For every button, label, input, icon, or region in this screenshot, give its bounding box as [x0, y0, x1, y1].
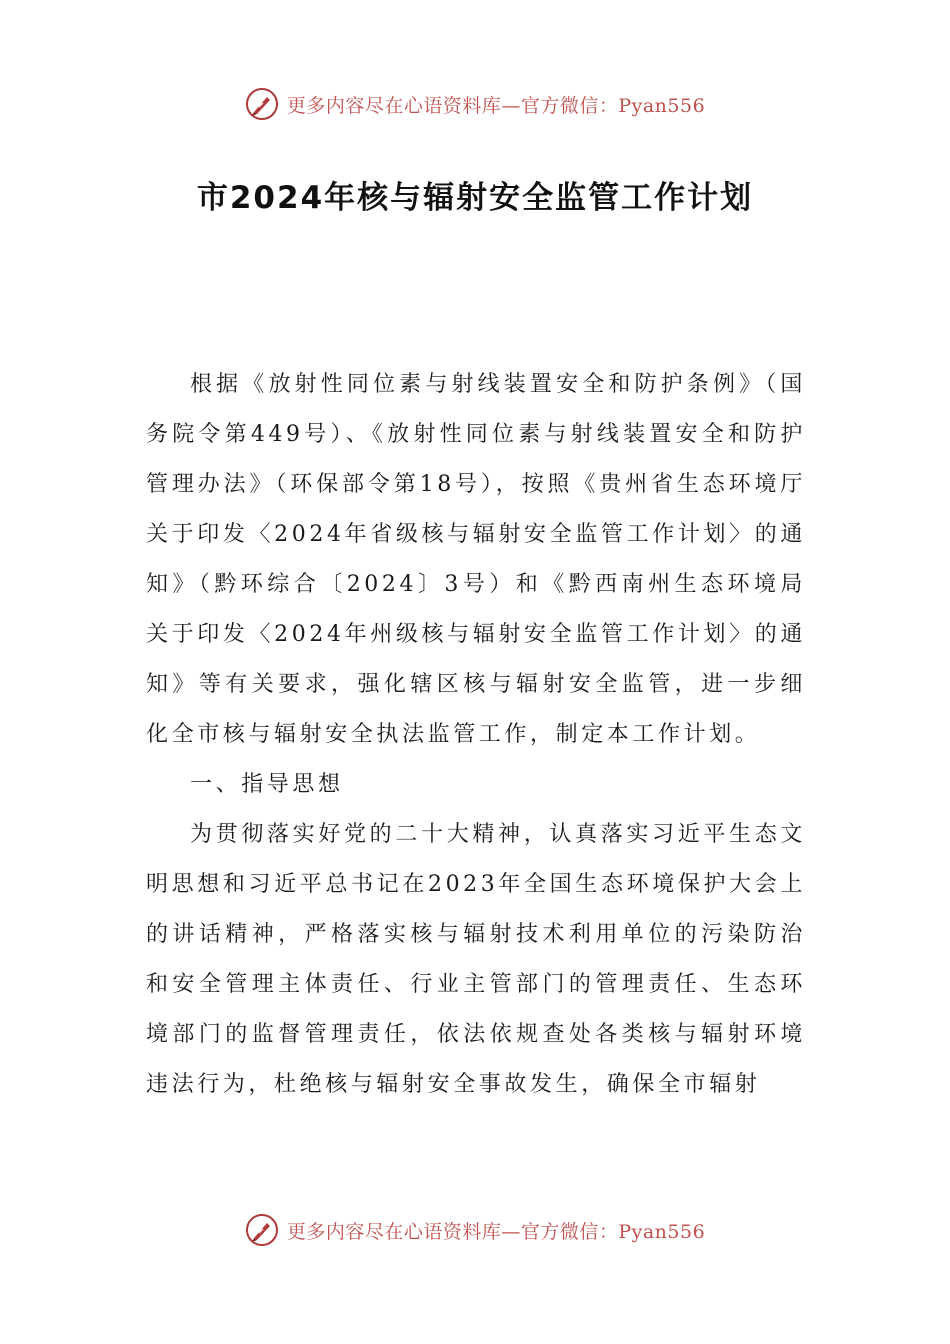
footer-watermark-banner	[0, 1210, 950, 1250]
document-title: 市2024年核与辐射安全监管工作计划	[196, 180, 754, 216]
section-heading: 一、指导思想	[190, 772, 344, 797]
section-paragraph: 为贯彻落实好党的二十大精神，认真落实习近平生态文明思想和习近平总书记在2023年全国生态环境保护大会上的讲话精神，严格落实核与辐射技术利用单位的污染防治和安全管理主体责任、行业主管部门的管理责任、生态环境部门的监督管理责任，依法依规查处各类核与辐射环境违法行为，杜绝核与辐射安全事故发生，确保全市辐射	[146, 822, 806, 1097]
header-watermark-banner	[0, 84, 950, 124]
banner-text: 更多内容尽在心语资料库—官方微信：Pyan556	[286, 94, 706, 117]
banner-text: 更多内容尽在心语资料库—官方微信：Pyan556	[286, 1220, 706, 1243]
document-body	[146, 360, 806, 1110]
intro-paragraph: 根据《放射性同位素与射线装置安全和防护条例》（国务院令第449号）、《放射性同位素与射线装置安全和防护管理办法》（环保部令第18号），按照《贵州省生态环境厅关于印发〈2024年省级核与辐射安全监管工作计划〉的通知》（黔环综合〔2024〕3号）和《黔西南州生态环境局关于印发〈2024年州级核与辐射安全监管工作计划〉的通知》等有关要求，强化辖区核与辐射安全监管，进一步细化全市核与辐射安全执法监管工作，制定本工作计划。	[146, 372, 806, 747]
pen-nib-icon	[245, 87, 279, 121]
pen-nib-icon	[245, 1213, 279, 1247]
